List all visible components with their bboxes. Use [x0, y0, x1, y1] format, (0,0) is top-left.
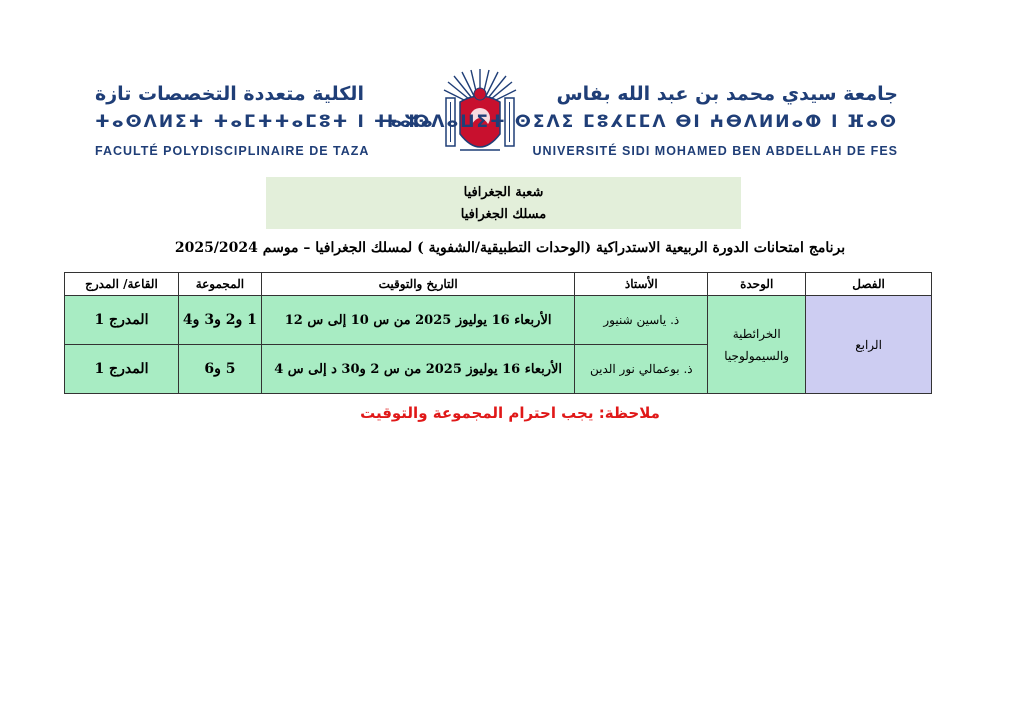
- university-header: [382, 82, 898, 158]
- department-name: شعبة الجغرافيا: [463, 185, 544, 200]
- table-header-row: [65, 273, 932, 296]
- groups-cell: 1 و2 و3 و4: [178, 296, 261, 345]
- exam-schedule-table: [64, 272, 932, 394]
- module-name: الخرائطية والسيمولوجيا: [724, 326, 790, 363]
- university-name-arabic: جامعة سيدي محمد بن عبد الله بفاس: [556, 83, 898, 105]
- faculty-name-french: FACULTÉ POLYDISCIPLINAIRE DE TAZA: [95, 144, 370, 158]
- track-name: مسلك الجغرافيا: [460, 207, 547, 222]
- header-professor: الأستاذ: [575, 273, 708, 296]
- groups-cell: 5 و6: [178, 345, 261, 394]
- date-time-cell: الأربعاء 16 يوليوز 2025 من س 2 و30 د إلى س 4: [261, 345, 575, 394]
- header-groups: المجموعة: [178, 273, 261, 296]
- faculty-header: [95, 82, 435, 158]
- room-cell: المدرج 1: [65, 345, 179, 394]
- professor-cell: ذ. بوعمالي نور الدين: [575, 345, 708, 394]
- faculty-name-arabic: الكلية متعددة التخصصات تازة: [95, 83, 364, 105]
- date-time-cell: الأربعاء 16 يوليوز 2025 من س 10 إلى س 12: [261, 296, 575, 345]
- header-date-time: التاريخ والتوقيت: [261, 273, 575, 296]
- module-cell: [708, 296, 806, 394]
- university-name-tifinagh: ⵜⴰⵙⴷⴰⵡⵉⵜ ⵙⵉⴷⵉ ⵎⵓⵃⵎⵎⴷ ⴱⵏ ⵄⴱⴷⵍⵍⴰⵀ ⵏ ⴼⴰⵙ: [382, 112, 898, 132]
- professor-cell: ذ. ياسين شنيور: [575, 296, 708, 345]
- table-row: [65, 296, 932, 345]
- room-cell: المدرج 1: [65, 296, 179, 345]
- department-box: [266, 177, 741, 229]
- university-name-french: UNIVERSITÉ SIDI MOHAMED BEN ABDELLAH DE FES: [532, 144, 898, 158]
- header-room: القاعة/ المدرج: [65, 273, 179, 296]
- header-module: الوحدة: [708, 273, 806, 296]
- faculty-name-tifinagh: ⵜⴰⵙⴷⵍⵉⵜ ⵜⴰⵎⵜⵜⴰⵎⵓⵜ ⵏ ⵜⴰⵣⴰ: [95, 112, 435, 132]
- header-semester: الفصل: [806, 273, 932, 296]
- semester-cell: الرابع: [806, 296, 932, 394]
- note-text: ملاحظة: يجب احترام المجموعة والتوقيت: [360, 404, 660, 422]
- program-title: برنامج امتحانات الدورة الربيعية الاستدراكية (الوحدات التطبيقية/الشفوية ) لمسلك الجغرافيا – موسم 2025/2024: [174, 240, 846, 256]
